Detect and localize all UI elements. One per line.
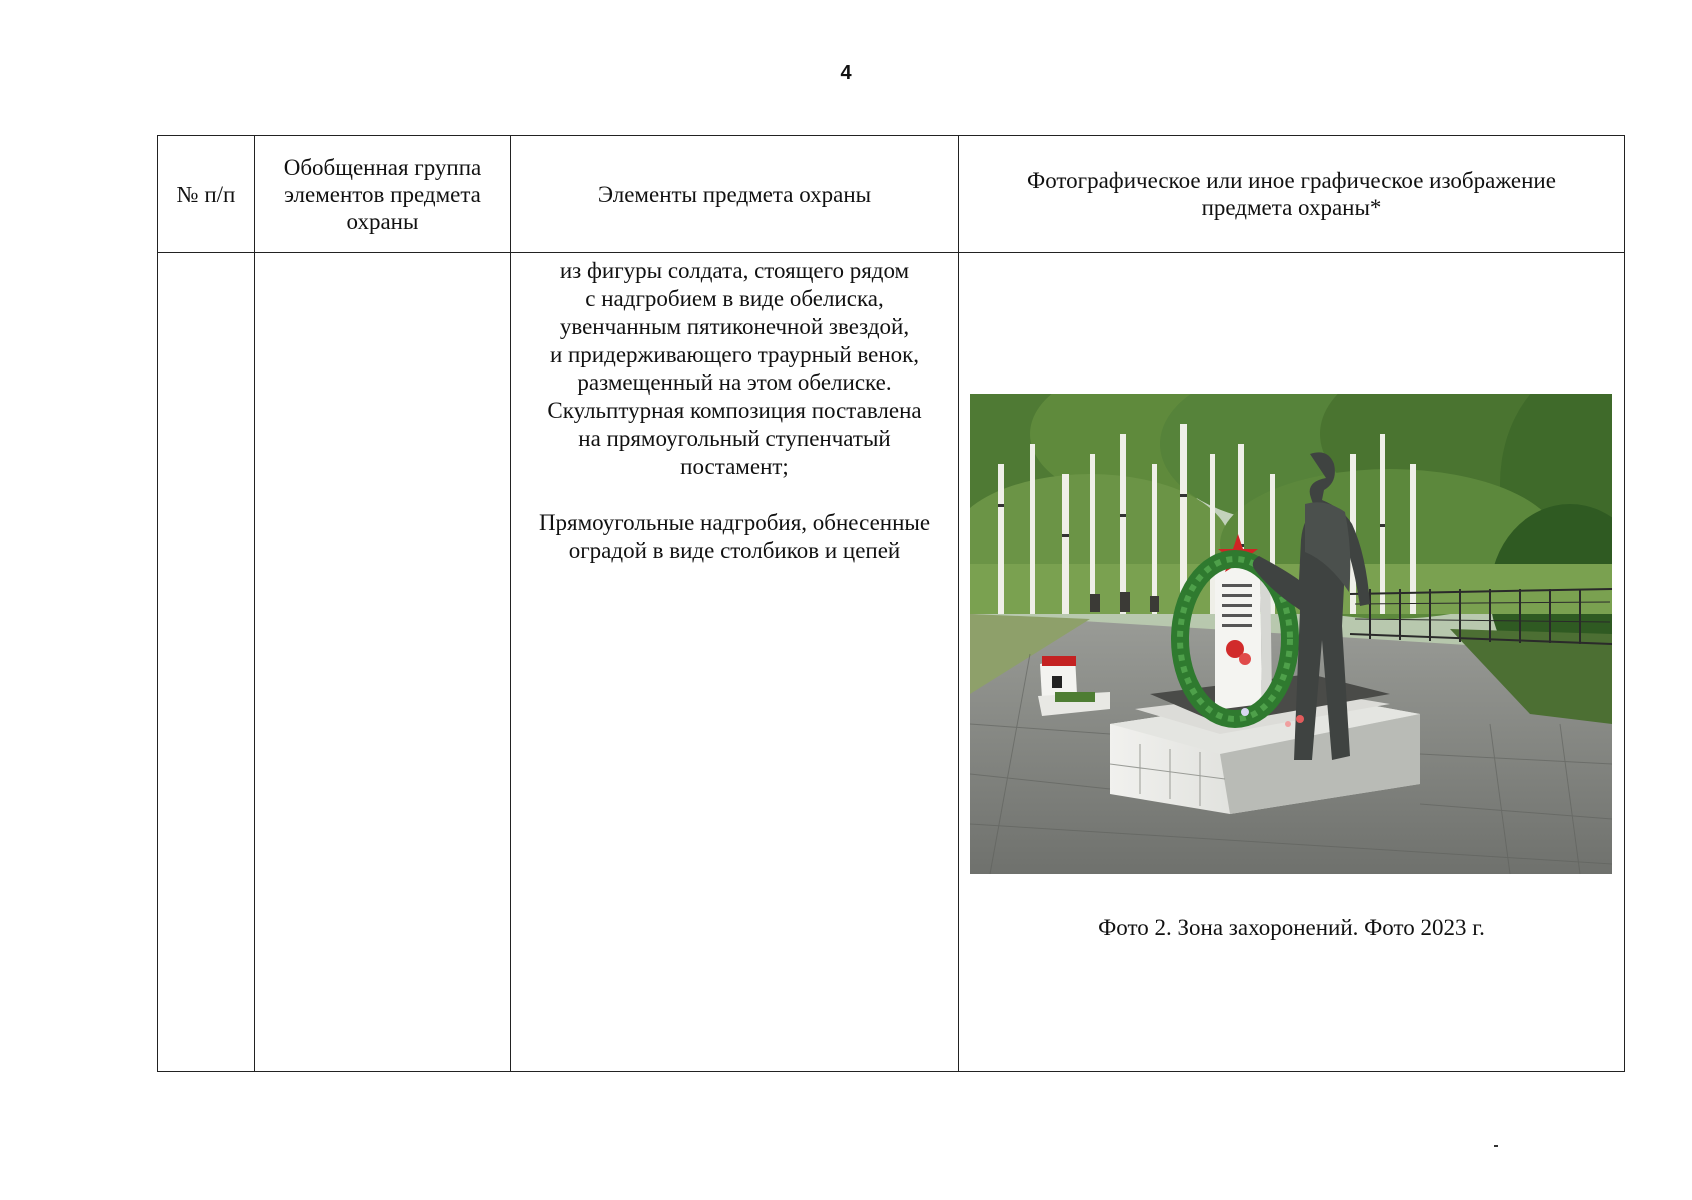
elements-line: постамент; xyxy=(680,454,789,479)
header-photo: Фотографическое или иное графическое изображение предмета охраны* xyxy=(959,136,1625,253)
cell-group xyxy=(255,253,511,1072)
elements-line: Скульптурная композиция поставлена xyxy=(547,398,922,423)
header-group: Обобщенная группа элементов предмета охраны xyxy=(255,136,511,253)
elements-line: Прямоугольные надгробия, обнесенные xyxy=(538,510,931,535)
memorial-photo xyxy=(970,394,1612,874)
photo-caption: Фото 2. Зона захоронений. Фото 2023 г. xyxy=(1098,915,1485,940)
elements-line: размещенный на этом обелиске. xyxy=(577,370,892,395)
header-number: № п/п xyxy=(158,136,255,253)
elements-line: с надгробием в виде обелиска, xyxy=(585,286,884,311)
table-header-row xyxy=(158,136,1625,253)
elements-line: оградой в виде столбиков и цепей xyxy=(568,538,901,563)
elements-line: из фигуры солдата, стоящего рядом xyxy=(559,258,910,283)
protection-table xyxy=(157,135,1625,1072)
elements-line: и придерживающего траурный венок, xyxy=(549,342,920,367)
cell-number xyxy=(158,253,255,1072)
page-number: 4 xyxy=(840,62,852,84)
cell-photo xyxy=(959,253,1625,1072)
scan-mark xyxy=(1494,1145,1498,1147)
header-elements: Элементы предмета охраны xyxy=(511,136,959,253)
elements-line: на прямоугольный ступенчатый xyxy=(578,426,891,451)
elements-line: увенчанным пятиконечной звездой, xyxy=(559,314,910,339)
table-row xyxy=(158,253,1625,1072)
cell-elements xyxy=(511,253,959,1072)
